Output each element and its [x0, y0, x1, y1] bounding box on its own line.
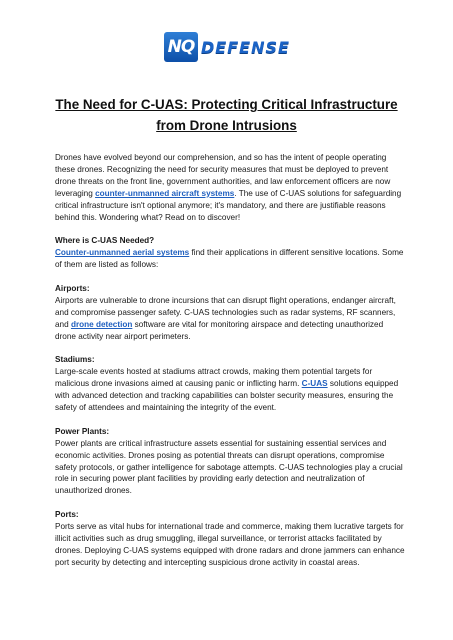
counter-unmanned-aircraft-systems-link[interactable]: counter-unmanned aircraft systems: [95, 188, 235, 198]
stadiums-text-before: Large-scale events hosted at stadiums attract crowds, making them potential targets for malicious drone invasions aimed at causing panic or inflicting harm.: [55, 367, 373, 389]
stadiums-text-after: solutions equipped with advanced detection and tracking capabilities can bolster security measures, ensuring the safety of attendees and maintaining the integrity of the event.: [55, 379, 399, 412]
stadiums-heading: Stadiums:: [55, 355, 95, 365]
drone-detection-link[interactable]: drone detection: [70, 319, 133, 329]
nq-defense-logo: [164, 32, 292, 62]
logo-wordmark: DEFENSE: [201, 37, 290, 57]
intro-text-after: . The use of C-UAS solutions for safeguarding critical infrastructure isn't optional anymore; it's mandatory, and there are justifiable reasons behind this. Wondering what? Read on to discover!: [55, 188, 402, 222]
stadiums-section: [55, 354, 405, 414]
where-section: [55, 235, 405, 271]
article-body: [55, 152, 405, 581]
ports-section: [55, 509, 405, 569]
power-plants-text: Power plants are critical infrastructure assets essential for sustaining essential services and economic activities. Drones posing as potential threats can disrupt operations, compromise safety protocols, or gather intelligence for sabotage attempts. C-UAS technologies play a crucial role in securing power plant facilities by providing early detection and neutralization of unauthorized drones.: [55, 438, 403, 496]
intro-paragraph: [55, 152, 405, 223]
power-plants-section: [55, 426, 405, 497]
counter-unmanned-aerial-systems-link[interactable]: Counter-unmanned aerial systems: [55, 248, 190, 258]
where-heading: Where is C-UAS Needed?: [55, 236, 155, 246]
ports-heading: Ports:: [55, 510, 79, 520]
page-title: The Need for C-UAS: Protecting Critical Infrastructure from Drone Intrusions: [55, 97, 398, 133]
where-text: find their applications in different sensitive locations. Some of them are listed as follows:: [55, 248, 404, 270]
ports-text: Ports serve as vital hubs for international trade and commerce, making them lucrative targets for illicit activities such as drug smuggling, illegal surveillance, or terrorist attacks facilitated by drones. Deploying C-UAS systems equipped with drone radars and drone jammers can enhance port security by detecting and intercepting suspicious drone activity in coastal areas.: [55, 522, 405, 567]
airports-text-before: Airports are vulnerable to drone incursions that can disrupt flight operations, endanger aircraft, and compromise passenger safety. C-UAS technologies such as radar systems, RF scanners, and: [55, 295, 396, 329]
c-uas-link[interactable]: C-UAS: [301, 379, 328, 389]
airports-section: [55, 283, 405, 343]
airports-heading: Airports:: [55, 283, 90, 293]
logo-mark: NQ: [164, 32, 198, 62]
intro-text-before: Drones have evolved beyond our comprehension, and so has the intent of people operating these drones. Recognizing the need for security measures that must be deployed to prevent drone threats on the front line, government authorities, and law enforcement officers are now leveraging: [55, 153, 391, 198]
airports-text-after: software are vital for monitoring airspace and detecting unauthorized drone activity near airport perimeters.: [55, 319, 384, 341]
power-plants-heading: Power Plants:: [55, 426, 110, 436]
